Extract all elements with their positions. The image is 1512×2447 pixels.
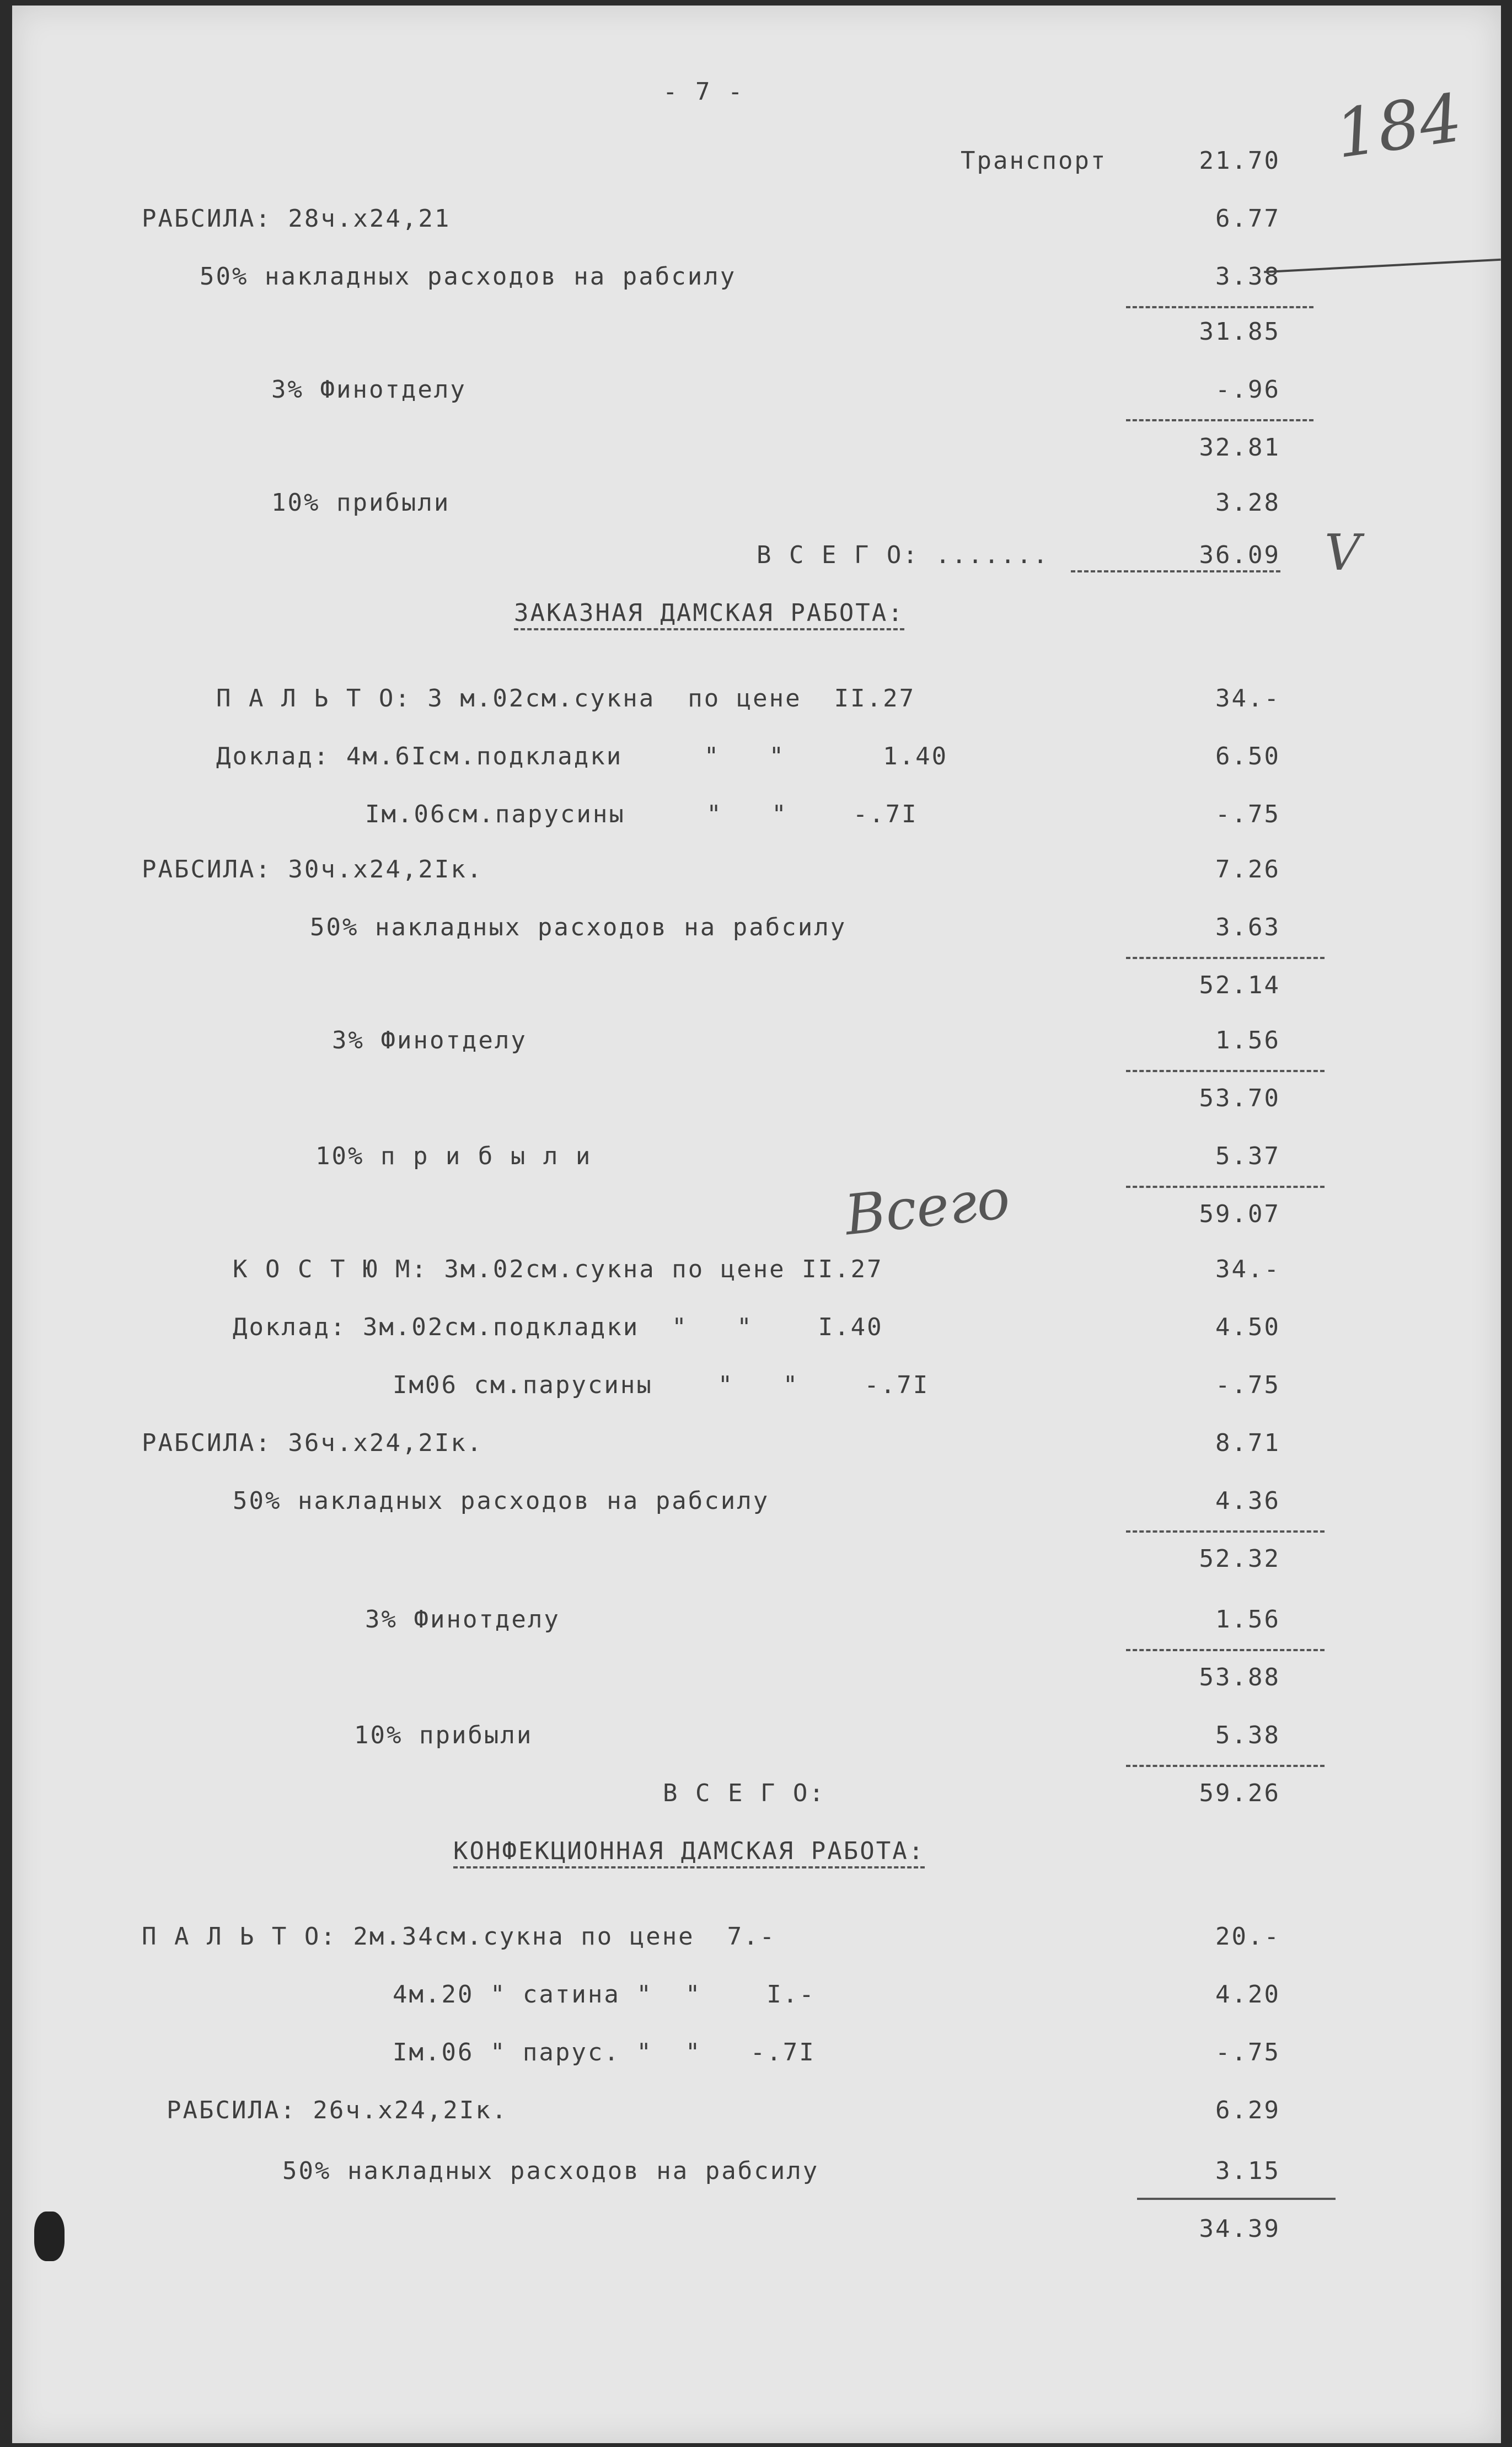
- row-label: Iм06 см.парусины " " -.7I: [393, 1371, 930, 1399]
- subtotal-value: 53.70: [1199, 1084, 1280, 1112]
- row-value: 5.37: [1215, 1142, 1280, 1170]
- document-page: [12, 6, 1501, 2443]
- subtotal-value: 32.81: [1199, 433, 1280, 462]
- check-mark: V: [1325, 524, 1360, 582]
- row-value: 1.56: [1215, 1605, 1280, 1634]
- row-value: 7.26: [1215, 855, 1280, 884]
- row-label: Доклад: 4м.6Iсм.подкладки " " 1.40: [216, 742, 948, 770]
- line-label: 10% прибыли: [271, 489, 451, 517]
- row-value: 3.63: [1215, 913, 1280, 941]
- total-value: 59.07: [1199, 1200, 1280, 1228]
- line-value: 3.28: [1215, 489, 1280, 517]
- row-label: К О С Т Ю М: 3м.02см.сукна по цене II.27: [233, 1255, 883, 1283]
- row-label: РАБСИЛА: 36ч.х24,2Iк.: [142, 1429, 484, 1457]
- subtotal-value: 52.32: [1199, 1545, 1280, 1573]
- row-label: 3% Финотделу: [365, 1605, 560, 1634]
- transport-label: Транспорт: [961, 147, 1107, 175]
- row-value: 3.15: [1215, 2157, 1280, 2185]
- row-label: 50% накладных расходов на рабсилу: [310, 913, 847, 941]
- line-value: -.96: [1215, 376, 1280, 404]
- row-label: 4м.20 " сатина " " I.-: [393, 1980, 816, 2009]
- handwritten-page-number: 184: [1331, 79, 1467, 174]
- row-label: 50% накладных расходов на рабсилу: [233, 1487, 770, 1515]
- transport-value: 21.70: [1199, 147, 1280, 175]
- sum-rule: [1126, 306, 1313, 308]
- sum-rule: [1126, 1070, 1325, 1072]
- row-label: Iм.06см.парусины " " -.7I: [365, 800, 918, 828]
- line-label: 3% Финотделу: [271, 376, 467, 404]
- section-title: КОНФЕКЦИОННАЯ ДАМСКАЯ РАБОТА:: [453, 1836, 925, 1868]
- line-label: 50% накладных расходов на рабсилу: [200, 263, 737, 291]
- total-value: 36.09: [1071, 540, 1280, 572]
- page-number: - 7 -: [663, 78, 744, 106]
- punch-hole-mark: [34, 2212, 65, 2261]
- sum-rule: [1126, 1530, 1325, 1533]
- total-label: В С Е Г О:: [663, 1779, 825, 1807]
- sum-rule: [1126, 957, 1325, 959]
- row-value: 34.-: [1215, 684, 1280, 713]
- subtotal-value: 34.39: [1199, 2215, 1280, 2243]
- subtotal-value: 53.88: [1199, 1663, 1280, 1691]
- subtotal-value: 31.85: [1199, 318, 1280, 346]
- subtotal-value: 52.14: [1199, 971, 1280, 999]
- row-value: -.75: [1215, 1371, 1280, 1399]
- row-label: П А Л Ь Т О: 3 м.02см.сукна по цене II.27: [216, 684, 916, 713]
- total-label: В С Е Г О: .......: [757, 541, 1049, 569]
- row-value: 20.-: [1215, 1923, 1280, 1951]
- row-value: 6.50: [1215, 742, 1280, 770]
- sum-rule: [1126, 1649, 1325, 1651]
- row-value: 6.29: [1215, 2096, 1280, 2124]
- sum-rule: [1126, 1186, 1325, 1188]
- row-value: -.75: [1215, 2038, 1280, 2066]
- row-value: 34.-: [1215, 1255, 1280, 1283]
- row-value: 4.50: [1215, 1313, 1280, 1341]
- row-label: Доклад: 3м.02см.подкладки " " I.40: [233, 1313, 883, 1341]
- row-label: 50% накладных расходов на рабсилу: [282, 2157, 819, 2185]
- row-label: РАБСИЛА: 30ч.х24,2Iк.: [142, 855, 484, 884]
- row-value: 5.38: [1215, 1721, 1280, 1749]
- total-value: 59.26: [1199, 1779, 1280, 1807]
- row-label: 3% Финотделу: [332, 1026, 527, 1054]
- row-label: 10% п р и б ы л и: [315, 1142, 592, 1170]
- sum-rule: [1137, 2198, 1336, 2200]
- sum-rule: [1126, 419, 1313, 421]
- row-value: -.75: [1215, 800, 1280, 828]
- line-value: 6.77: [1215, 205, 1280, 233]
- sum-rule: [1126, 1765, 1325, 1767]
- section-title: ЗАКАЗНАЯ ДАМСКАЯ РАБОТА:: [514, 598, 904, 630]
- line-label: РАБСИЛА: 28ч.х24,21: [142, 205, 451, 233]
- handwritten-note: Всего: [841, 1166, 1013, 1248]
- row-label: П А Л Ь Т О: 2м.34см.сукна по цене 7.-: [142, 1923, 776, 1951]
- row-value: 8.71: [1215, 1429, 1280, 1457]
- row-label: Iм.06 " парус. " " -.7I: [393, 2038, 816, 2066]
- row-value: 1.56: [1215, 1026, 1280, 1054]
- row-label: РАБСИЛА: 26ч.х24,2Iк.: [167, 2096, 508, 2124]
- row-value: 4.36: [1215, 1487, 1280, 1515]
- pen-stroke: [1264, 259, 1501, 273]
- row-label: 10% прибыли: [354, 1721, 533, 1749]
- row-value: 4.20: [1215, 1980, 1280, 2009]
- line-value: 3.38: [1215, 263, 1280, 291]
